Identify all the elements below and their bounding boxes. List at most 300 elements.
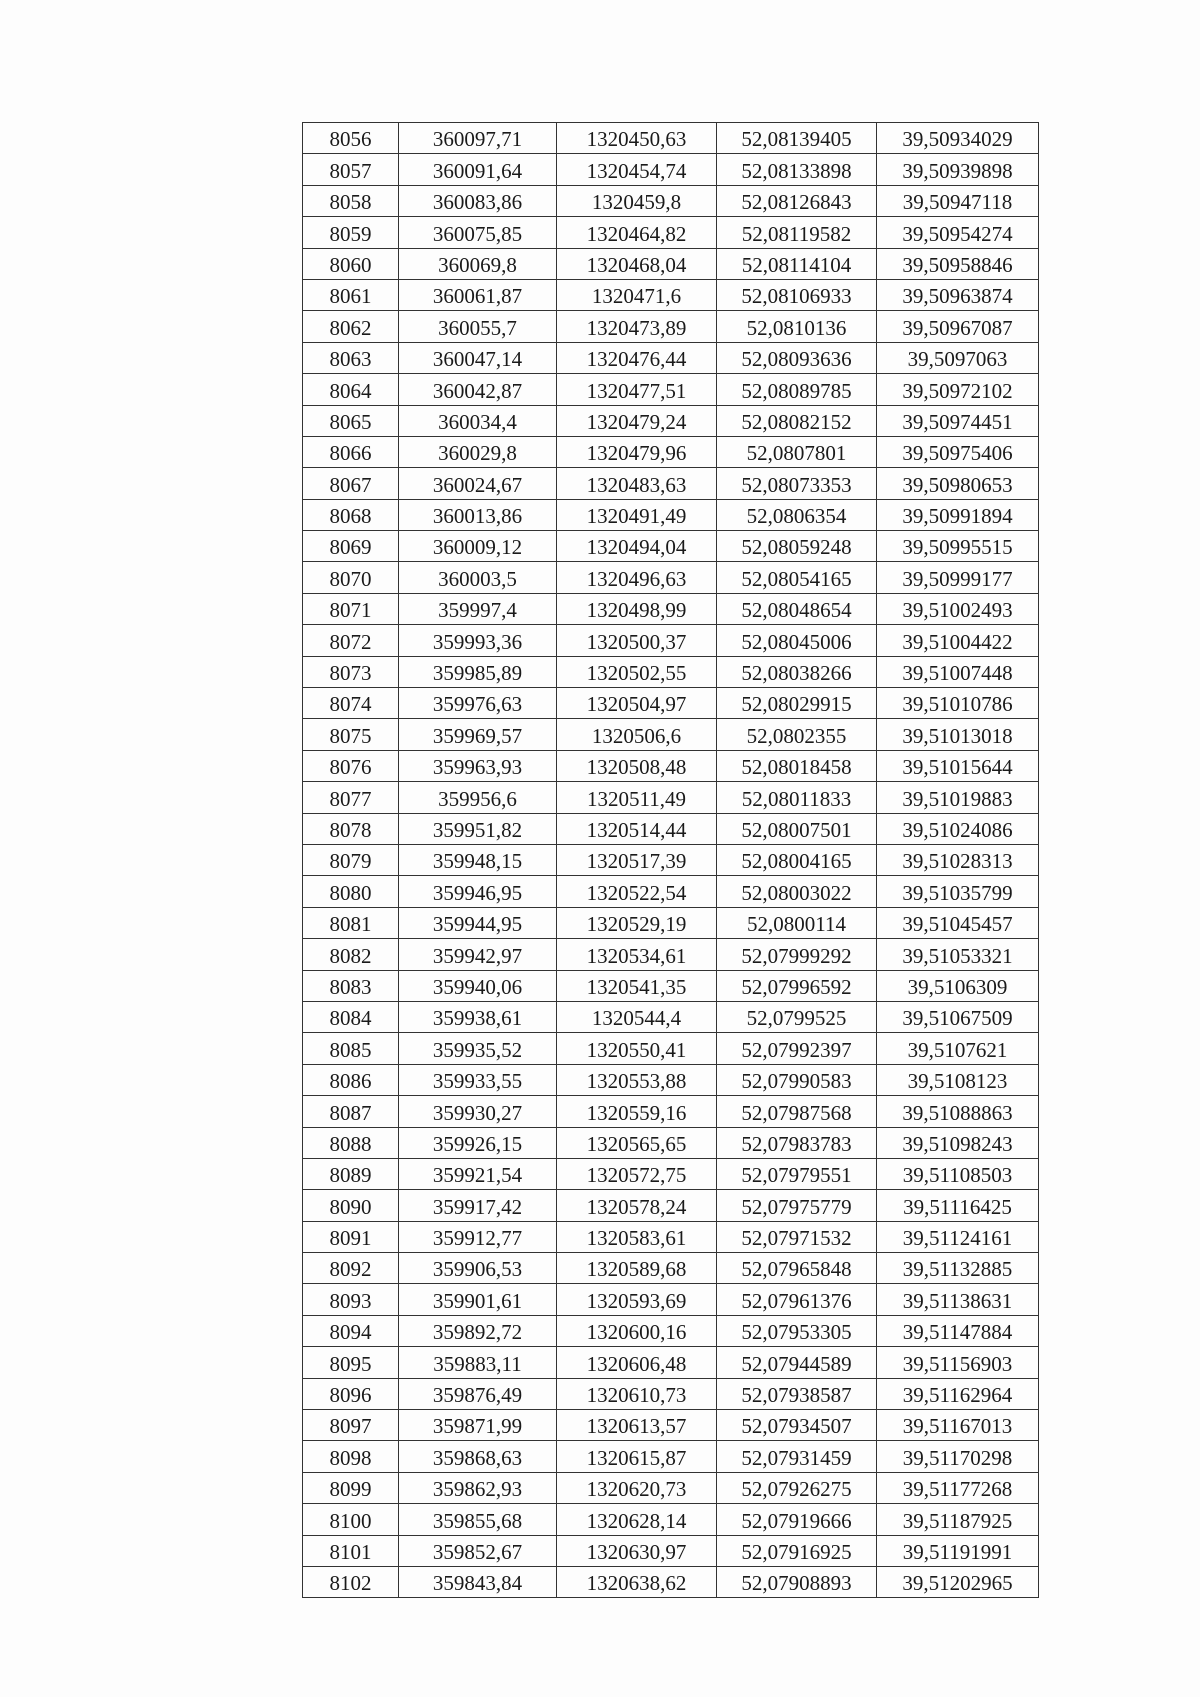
cell-value: 52,0800114	[747, 912, 846, 937]
cell-value: 359871,99	[432, 1414, 523, 1439]
point-number-cell	[303, 531, 399, 562]
cell-value: 1320565,65	[586, 1131, 687, 1156]
cell-value: 8072	[329, 629, 372, 654]
x-coordinate-cell	[399, 750, 557, 781]
table-row	[303, 1535, 1039, 1566]
y-coordinate-cell	[557, 531, 717, 562]
cell-value: 359883,11	[433, 1351, 522, 1376]
cell-value: 359933,55	[432, 1069, 523, 1094]
cell-value: 359985,89	[432, 661, 523, 686]
cell-value: 39,50954274	[902, 221, 1013, 246]
cell-value: 52,07944589	[741, 1351, 852, 1376]
cell-value: 39,50980653	[902, 472, 1013, 497]
cell-value: 52,07908893	[741, 1571, 852, 1596]
x-coordinate-cell	[399, 876, 557, 907]
point-number-cell	[303, 656, 399, 687]
cell-value: 360024,67	[432, 472, 523, 497]
table-row	[303, 1284, 1039, 1315]
cell-value: 359976,63	[432, 692, 523, 717]
cell-value: 359906,53	[432, 1257, 523, 1282]
latitude-cell	[717, 813, 877, 844]
point-number-cell	[303, 939, 399, 970]
longitude-cell	[877, 1441, 1039, 1472]
point-number-cell	[303, 1410, 399, 1441]
x-coordinate-cell	[399, 1033, 557, 1064]
y-coordinate-cell	[557, 876, 717, 907]
longitude-cell	[877, 1158, 1039, 1189]
cell-value: 8085	[329, 1037, 372, 1062]
cell-value: 8084	[329, 1006, 372, 1031]
longitude-cell	[877, 1284, 1039, 1315]
cell-value: 8069	[329, 535, 372, 560]
latitude-cell	[717, 185, 877, 216]
cell-value: 8067	[329, 472, 372, 497]
x-coordinate-cell	[399, 1535, 557, 1566]
cell-value: 39,51167013	[902, 1414, 1013, 1439]
cell-value: 52,08045006	[741, 629, 852, 654]
point-number-cell	[303, 1127, 399, 1158]
y-coordinate-cell	[557, 217, 717, 248]
y-coordinate-cell	[557, 1472, 717, 1503]
x-coordinate-cell	[399, 1378, 557, 1409]
cell-value: 39,50934029	[902, 127, 1013, 152]
table-row	[303, 1221, 1039, 1252]
cell-value: 39,5107621	[907, 1037, 1008, 1062]
cell-value: 1320479,96	[586, 441, 687, 466]
point-number-cell	[303, 1315, 399, 1346]
cell-value: 1320468,04	[586, 252, 687, 277]
cell-value: 359946,95	[432, 880, 523, 905]
y-coordinate-cell	[557, 1441, 717, 1472]
latitude-cell	[717, 1158, 877, 1189]
table-row	[303, 1158, 1039, 1189]
latitude-cell	[717, 531, 877, 562]
y-coordinate-cell	[557, 436, 717, 467]
point-number-cell	[303, 217, 399, 248]
x-coordinate-cell	[399, 531, 557, 562]
point-number-cell	[303, 279, 399, 310]
cell-value: 39,50974451	[902, 409, 1013, 434]
longitude-cell	[877, 970, 1039, 1001]
cell-value: 39,51007448	[902, 661, 1013, 686]
cell-value: 1320494,04	[586, 535, 687, 560]
cell-value: 52,07953305	[741, 1320, 852, 1345]
cell-value: 1320473,89	[586, 315, 687, 340]
cell-value: 8066	[329, 441, 372, 466]
longitude-cell	[877, 311, 1039, 342]
y-coordinate-cell	[557, 1033, 717, 1064]
cell-value: 39,51191991	[902, 1539, 1013, 1564]
cell-value: 1320471,6	[591, 284, 682, 309]
cell-value: 8089	[329, 1163, 372, 1188]
cell-value: 52,08029915	[741, 692, 852, 717]
cell-value: 1320502,55	[586, 661, 687, 686]
cell-value: 8058	[329, 190, 372, 215]
cell-value: 8063	[329, 347, 372, 372]
y-coordinate-cell	[557, 1504, 717, 1535]
cell-value: 1320620,73	[586, 1477, 687, 1502]
cell-value: 39,51170298	[902, 1445, 1013, 1470]
longitude-cell	[877, 593, 1039, 624]
cell-value: 360009,12	[432, 535, 523, 560]
y-coordinate-cell	[557, 1284, 717, 1315]
y-coordinate-cell	[557, 499, 717, 530]
x-coordinate-cell	[399, 970, 557, 1001]
point-number-cell	[303, 562, 399, 593]
point-number-cell	[303, 844, 399, 875]
y-coordinate-cell	[557, 1347, 717, 1378]
cell-value: 359843,84	[432, 1571, 523, 1596]
cell-value: 359940,06	[432, 974, 523, 999]
cell-value: 360029,8	[438, 441, 517, 466]
cell-value: 52,08073353	[741, 472, 852, 497]
cell-value: 1320593,69	[586, 1288, 687, 1313]
cell-value: 8077	[329, 786, 372, 811]
x-coordinate-cell	[399, 1221, 557, 1252]
cell-value: 360097,71	[432, 127, 523, 152]
cell-value: 1320613,57	[586, 1414, 687, 1439]
table-row	[303, 154, 1039, 185]
y-coordinate-cell	[557, 1127, 717, 1158]
cell-value: 52,08106933	[741, 284, 852, 309]
y-coordinate-cell	[557, 625, 717, 656]
latitude-cell	[717, 1535, 877, 1566]
latitude-cell	[717, 405, 877, 436]
table-row	[303, 1064, 1039, 1095]
cell-value: 52,07990583	[741, 1069, 852, 1094]
table-row	[303, 342, 1039, 373]
x-coordinate-cell	[399, 185, 557, 216]
cell-value: 1320559,16	[586, 1100, 687, 1125]
cell-value: 39,51116425	[903, 1194, 1012, 1219]
latitude-cell	[717, 1221, 877, 1252]
point-number-cell	[303, 1158, 399, 1189]
cell-value: 52,07934507	[741, 1414, 852, 1439]
longitude-cell	[877, 562, 1039, 593]
cell-value: 52,07975779	[741, 1194, 852, 1219]
x-coordinate-cell	[399, 1190, 557, 1221]
cell-value: 1320606,48	[586, 1351, 687, 1376]
x-coordinate-cell	[399, 154, 557, 185]
cell-value: 52,08139405	[741, 127, 852, 152]
cell-value: 52,08119582	[741, 221, 852, 246]
point-number-cell	[303, 499, 399, 530]
y-coordinate-cell	[557, 1566, 717, 1597]
cell-value: 359930,27	[432, 1100, 523, 1125]
y-coordinate-cell	[557, 154, 717, 185]
latitude-cell	[717, 688, 877, 719]
cell-value: 39,51028313	[902, 849, 1013, 874]
point-number-cell	[303, 1504, 399, 1535]
y-coordinate-cell	[557, 939, 717, 970]
latitude-cell	[717, 1472, 877, 1503]
y-coordinate-cell	[557, 1158, 717, 1189]
cell-value: 360061,87	[432, 284, 523, 309]
x-coordinate-cell	[399, 813, 557, 844]
latitude-cell	[717, 499, 877, 530]
cell-value: 39,51024086	[902, 817, 1013, 842]
latitude-cell	[717, 719, 877, 750]
cell-value: 360042,87	[432, 378, 523, 403]
y-coordinate-cell	[557, 342, 717, 373]
table-row	[303, 311, 1039, 342]
cell-value: 8082	[329, 943, 372, 968]
cell-value: 8075	[329, 723, 372, 748]
cell-value: 39,51088863	[902, 1100, 1013, 1125]
cell-value: 8096	[329, 1383, 372, 1408]
cell-value: 8093	[329, 1288, 372, 1313]
cell-value: 39,51147884	[902, 1320, 1013, 1345]
latitude-cell	[717, 1253, 877, 1284]
cell-value: 52,08003022	[741, 880, 852, 905]
latitude-cell	[717, 1001, 877, 1032]
cell-value: 52,08011833	[741, 786, 852, 811]
cell-value: 39,50963874	[902, 284, 1013, 309]
point-number-cell	[303, 342, 399, 373]
cell-value: 359942,97	[432, 943, 523, 968]
latitude-cell	[717, 1315, 877, 1346]
point-number-cell	[303, 436, 399, 467]
longitude-cell	[877, 939, 1039, 970]
cell-value: 1320498,99	[586, 598, 687, 623]
longitude-cell	[877, 154, 1039, 185]
latitude-cell	[717, 436, 877, 467]
cell-value: 1320496,63	[586, 566, 687, 591]
cell-value: 1320578,24	[586, 1194, 687, 1219]
x-coordinate-cell	[399, 907, 557, 938]
longitude-cell	[877, 750, 1039, 781]
cell-value: 359956,6	[438, 786, 517, 811]
cell-value: 8100	[329, 1508, 372, 1533]
latitude-cell	[717, 279, 877, 310]
table-row	[303, 844, 1039, 875]
point-number-cell	[303, 1347, 399, 1378]
table-row	[303, 436, 1039, 467]
x-coordinate-cell	[399, 499, 557, 530]
cell-value: 52,08082152	[741, 409, 852, 434]
point-number-cell	[303, 248, 399, 279]
cell-value: 1320477,51	[586, 378, 687, 403]
longitude-cell	[877, 1504, 1039, 1535]
coordinates-table	[302, 122, 1039, 1598]
table-row	[303, 1033, 1039, 1064]
y-coordinate-cell	[557, 374, 717, 405]
cell-value: 1320600,16	[586, 1320, 687, 1345]
x-coordinate-cell	[399, 1472, 557, 1503]
x-coordinate-cell	[399, 1253, 557, 1284]
cell-value: 52,07979551	[741, 1163, 852, 1188]
cell-value: 52,07919666	[741, 1508, 852, 1533]
cell-value: 8079	[329, 849, 372, 874]
table-row	[303, 625, 1039, 656]
cell-value: 52,0802355	[746, 723, 847, 748]
cell-value: 39,51202965	[902, 1571, 1013, 1596]
longitude-cell	[877, 1472, 1039, 1503]
y-coordinate-cell	[557, 311, 717, 342]
cell-value: 359997,4	[438, 598, 517, 623]
point-number-cell	[303, 593, 399, 624]
cell-value: 359969,57	[432, 723, 523, 748]
x-coordinate-cell	[399, 688, 557, 719]
cell-value: 1320638,62	[586, 1571, 687, 1596]
longitude-cell	[877, 1347, 1039, 1378]
cell-value: 39,51004422	[902, 629, 1013, 654]
table-row	[303, 1001, 1039, 1032]
y-coordinate-cell	[557, 123, 717, 154]
cell-value: 8078	[329, 817, 372, 842]
x-coordinate-cell	[399, 468, 557, 499]
cell-value: 359855,68	[432, 1508, 523, 1533]
cell-value: 52,07999292	[741, 943, 852, 968]
cell-value: 39,51013018	[902, 723, 1013, 748]
x-coordinate-cell	[399, 1566, 557, 1597]
cell-value: 52,07926275	[741, 1477, 852, 1502]
y-coordinate-cell	[557, 750, 717, 781]
cell-value: 1320517,39	[586, 849, 687, 874]
point-number-cell	[303, 1253, 399, 1284]
latitude-cell	[717, 217, 877, 248]
latitude-cell	[717, 876, 877, 907]
point-number-cell	[303, 719, 399, 750]
longitude-cell	[877, 782, 1039, 813]
latitude-cell	[717, 844, 877, 875]
cell-value: 39,51098243	[902, 1131, 1013, 1156]
cell-value: 8083	[329, 974, 372, 999]
point-number-cell	[303, 1001, 399, 1032]
cell-value: 359892,72	[432, 1320, 523, 1345]
cell-value: 1320483,63	[586, 472, 687, 497]
longitude-cell	[877, 499, 1039, 530]
x-coordinate-cell	[399, 342, 557, 373]
cell-value: 8065	[329, 409, 372, 434]
cell-value: 1320630,97	[586, 1539, 687, 1564]
point-number-cell	[303, 782, 399, 813]
table-row	[303, 939, 1039, 970]
cell-value: 8071	[329, 598, 372, 623]
cell-value: 52,08048654	[741, 598, 852, 623]
latitude-cell	[717, 1441, 877, 1472]
x-coordinate-cell	[399, 939, 557, 970]
longitude-cell	[877, 248, 1039, 279]
cell-value: 39,51045457	[902, 912, 1013, 937]
x-coordinate-cell	[399, 436, 557, 467]
longitude-cell	[877, 1064, 1039, 1095]
cell-value: 359868,63	[432, 1445, 523, 1470]
cell-value: 8099	[329, 1477, 372, 1502]
x-coordinate-cell	[399, 1315, 557, 1346]
cell-value: 39,5108123	[907, 1069, 1008, 1094]
cell-value: 360075,85	[432, 221, 523, 246]
table-row	[303, 782, 1039, 813]
table-row	[303, 499, 1039, 530]
cell-value: 8068	[329, 504, 372, 529]
cell-value: 8086	[329, 1069, 372, 1094]
latitude-cell	[717, 1378, 877, 1409]
cell-value: 8097	[329, 1414, 372, 1439]
table-row	[303, 279, 1039, 310]
cell-value: 8056	[329, 127, 372, 152]
x-coordinate-cell	[399, 1001, 557, 1032]
y-coordinate-cell	[557, 1096, 717, 1127]
point-number-cell	[303, 1033, 399, 1064]
cell-value: 359935,52	[432, 1037, 523, 1062]
longitude-cell	[877, 405, 1039, 436]
cell-value: 8094	[329, 1320, 372, 1345]
cell-value: 359993,36	[432, 629, 523, 654]
cell-value: 52,07996592	[741, 974, 852, 999]
y-coordinate-cell	[557, 1315, 717, 1346]
latitude-cell	[717, 1096, 877, 1127]
cell-value: 8095	[329, 1351, 372, 1376]
cell-value: 52,07931459	[741, 1445, 852, 1470]
cell-value: 359944,95	[432, 912, 523, 937]
y-coordinate-cell	[557, 562, 717, 593]
cell-value: 39,51035799	[902, 880, 1013, 905]
cell-value: 1320534,61	[586, 943, 687, 968]
point-number-cell	[303, 813, 399, 844]
cell-value: 1320572,75	[586, 1163, 687, 1188]
cell-value: 1320491,49	[586, 504, 687, 529]
y-coordinate-cell	[557, 1064, 717, 1095]
y-coordinate-cell	[557, 907, 717, 938]
x-coordinate-cell	[399, 844, 557, 875]
cell-value: 39,51138631	[902, 1288, 1013, 1313]
table-row	[303, 1315, 1039, 1346]
y-coordinate-cell	[557, 782, 717, 813]
longitude-cell	[877, 217, 1039, 248]
latitude-cell	[717, 1033, 877, 1064]
coordinates-table-body	[303, 123, 1039, 1598]
cell-value: 39,51019883	[902, 786, 1013, 811]
cell-value: 39,51177268	[902, 1477, 1013, 1502]
longitude-cell	[877, 374, 1039, 405]
y-coordinate-cell	[557, 279, 717, 310]
table-row	[303, 907, 1039, 938]
cell-value: 8073	[329, 661, 372, 686]
cell-value: 39,50939898	[902, 158, 1013, 183]
cell-value: 1320464,82	[586, 221, 687, 246]
latitude-cell	[717, 907, 877, 938]
point-number-cell	[303, 1221, 399, 1252]
cell-value: 8074	[329, 692, 372, 717]
cell-value: 1320476,44	[586, 347, 687, 372]
longitude-cell	[877, 907, 1039, 938]
cell-value: 39,51124161	[902, 1226, 1013, 1251]
cell-value: 8090	[329, 1194, 372, 1219]
x-coordinate-cell	[399, 248, 557, 279]
point-number-cell	[303, 1190, 399, 1221]
x-coordinate-cell	[399, 562, 557, 593]
longitude-cell	[877, 656, 1039, 687]
cell-value: 52,0810136	[746, 315, 847, 340]
longitude-cell	[877, 1001, 1039, 1032]
y-coordinate-cell	[557, 688, 717, 719]
cell-value: 52,07987568	[741, 1100, 852, 1125]
point-number-cell	[303, 123, 399, 154]
point-number-cell	[303, 311, 399, 342]
latitude-cell	[717, 248, 877, 279]
longitude-cell	[877, 1378, 1039, 1409]
cell-value: 1320506,6	[591, 723, 682, 748]
cell-value: 1320479,24	[586, 409, 687, 434]
latitude-cell	[717, 1127, 877, 1158]
cell-value: 1320529,19	[586, 912, 687, 937]
cell-value: 8098	[329, 1445, 372, 1470]
table-row	[303, 656, 1039, 687]
cell-value: 1320500,37	[586, 629, 687, 654]
latitude-cell	[717, 468, 877, 499]
x-coordinate-cell	[399, 123, 557, 154]
